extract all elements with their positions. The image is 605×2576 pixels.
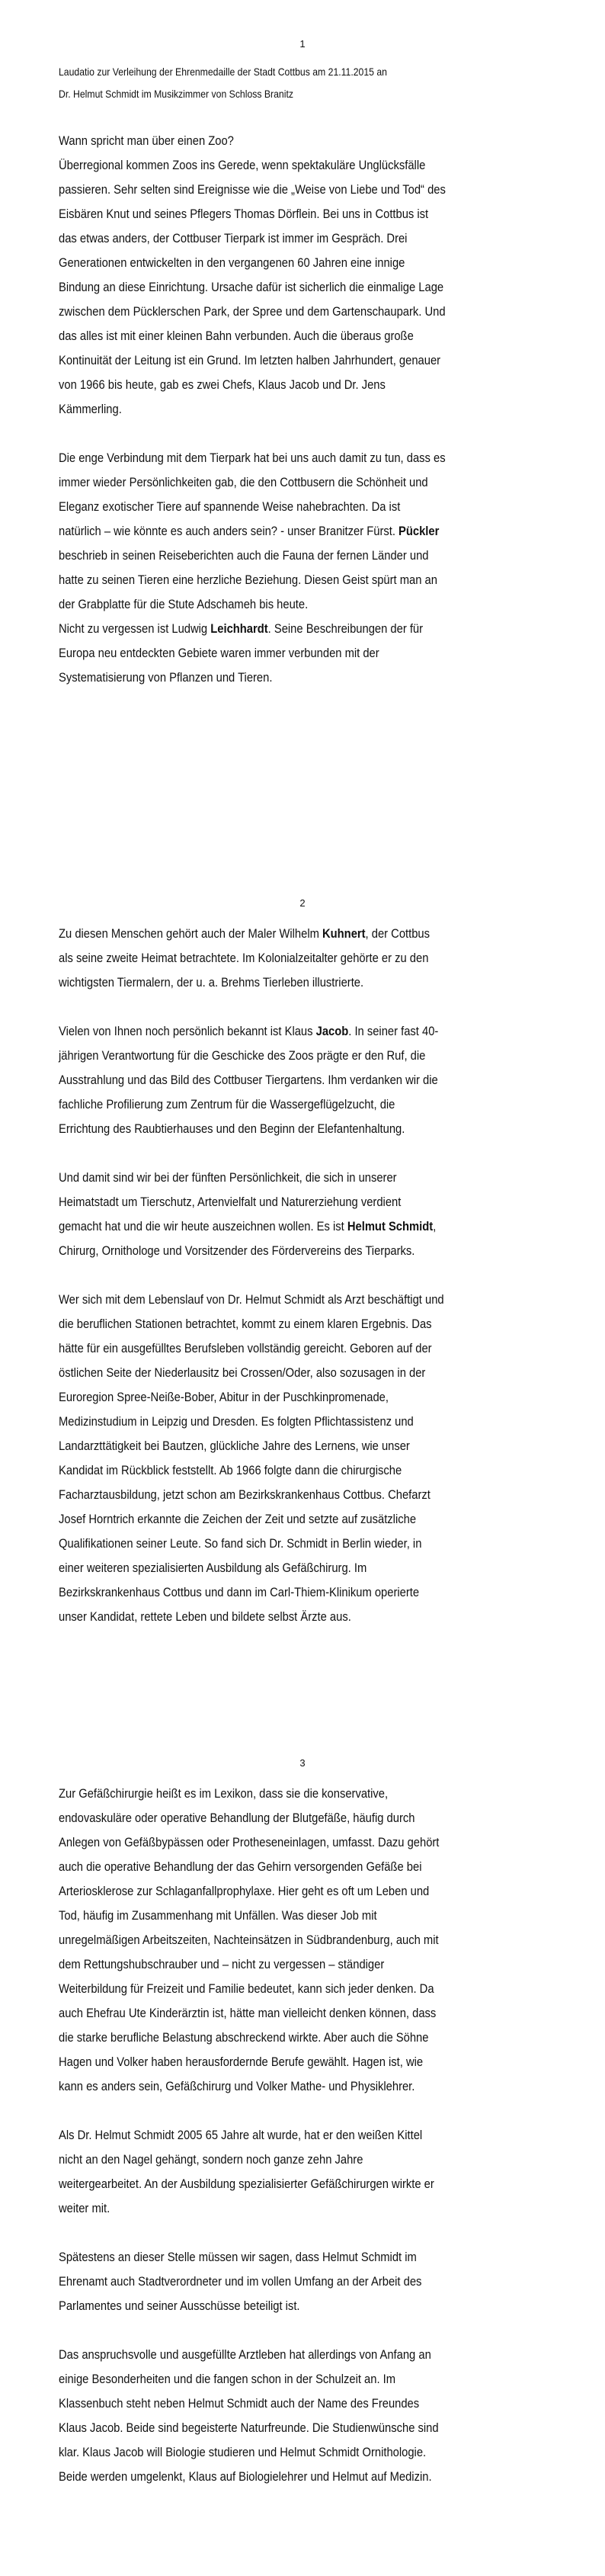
text-line [59,2445,426,2460]
text-line [59,646,379,661]
text-segment: immer wieder Persönlichkeiten gab, die den Cottbusern die Schönheit und [59,476,428,489]
text-line [59,1317,432,1332]
page-number: 3 [299,1757,306,1769]
text-segment: Heimatstadt um Tierschutz, Artenvielfalt und Naturerziehung verdient [59,1195,402,1209]
text-segment: Und damit sind wir bei der fünften Persönlichkeit, die sich in unserer [59,1171,397,1185]
text-segment: Hagen und Volker haben herausfordernde Berufe gewählt. Hagen ist, wie [59,2055,424,2069]
text-line [59,548,428,563]
text-line [59,1908,377,1923]
text-segment: Nicht zu vergessen ist Ludwig [59,622,211,636]
bold-name: Leichhardt [210,622,268,636]
text-segment: , [433,1220,437,1233]
text-line [59,329,414,344]
text-line [59,1439,410,1454]
text-segment: Zu diesen Menschen gehört auch der Maler Wilhelm [59,927,323,941]
text-line [59,2079,415,2094]
text-segment: Kandidat im Rückblick feststellt. Ab 1966 folgte dann die chirurgische [59,1464,402,1477]
text-segment: Euroregion Spree-Neiße-Bober, Abitur in der Puschkinpromenade, [59,1391,389,1404]
text-line [59,1243,415,1259]
text-line [59,280,443,295]
text-line [59,1512,416,1527]
text-line [59,573,437,588]
text-line [59,499,400,515]
text-line [59,1463,402,1478]
text-segment: kann es anders sein, Gefäßchirurg und Volker Mathe- und Physiklehrer. [59,2080,415,2093]
text-line [59,1884,429,1899]
text-line [59,1811,415,1826]
text-segment: die beruflichen Stationen betrachtet, kommt zu einem klaren Ergebnis. Das [59,1317,432,1331]
text-segment: Tod, häufig im Zusammenhang mit Unfällen. Was dieser Job mit [59,1909,377,1923]
text-segment: passieren. Sehr selten sind Ereignisse wie die „Weise von Liebe und Tod“ des [59,183,446,197]
page-number: 2 [299,897,306,909]
text-line [59,2469,432,2485]
text-line [59,207,428,222]
text-line [59,621,423,637]
text-segment: Ausstrahlung und das Bild des Cottbuser Tiergartens. Ihm verdanken wir die [59,1073,438,1087]
text-segment: Zur Gefäßchirurgie heißt es im Lexikon, dass sie die konservative, [59,1787,389,1801]
text-segment: Chirurg, Ornithologe und Vorsitzender des Fördervereins des Tierparks. [59,1244,415,1258]
text-line [59,1609,351,1625]
text-segment: der Grabplatte für die Stute Adschameh bis heute. [59,598,309,611]
text-line [59,451,446,466]
text-line [59,2250,417,2265]
text-segment: Wann spricht man über einen Zoo? [59,134,234,148]
text-segment: endovaskuläre oder operative Behandlung der Blutgefäße, häufig durch [59,1811,415,1825]
text-segment: Überregional kommen Zoos ins Gerede, wenn spektakuläre Unglücksfälle [59,159,426,172]
text-segment: Ehrenamt auch Stadtverordneter und im vollen Umfang an der Arbeit des [59,2275,422,2289]
text-segment: Medizinstudium in Leipzig und Dresden. Es folgten Pflichtassistenz und [59,1415,414,1429]
text-line [59,1414,414,1429]
text-segment: , der Cottbus [365,927,431,941]
text-line [59,1341,432,1356]
document-header-line: Laudatio zur Verleihung der Ehrenmedaille der Stadt Cottbus am 21.11.2015 an [59,66,387,78]
text-segment: die starke berufliche Belastung abschreckend wirkte. Aber auch die Söhne [59,2031,429,2045]
text-line [59,2299,300,2314]
text-segment: nicht an den Nagel gehängt, sondern noch ganze zehn Jahre [59,2153,363,2167]
text-segment: einer weiteren spezialisierten Ausbildung als Gefäßchirurg. Im [59,1561,367,1575]
text-line [59,2030,428,2045]
text-line [59,1561,367,1576]
text-segment: von 1966 bis heute, gab es zwei Chefs, Klaus Jacob und Dr. Jens [59,378,386,392]
text-segment: östlichen Seite der Niederlausitz bei Crossen/Oder, also sozusagen in der [59,1366,426,1380]
text-line [59,1536,421,1551]
text-line [59,1835,439,1850]
text-line [59,2274,421,2289]
text-segment: Als Dr. Helmut Schmidt 2005 65 Jahre alt wurde, hat er den weißen Kittel [59,2128,423,2142]
text-line [59,402,122,417]
text-line [59,926,430,942]
text-segment: das etwas anders, der Cottbuser Tierpark ist immer im Gespräch. Drei [59,232,408,245]
text-segment: Kontinuität der Leitung ist ein Grund. Im letzten halben Jahrhundert, genauer [59,354,441,367]
text-line [59,1786,388,1801]
text-line [59,2128,422,2143]
text-segment: klar. Klaus Jacob will Biologie studieren und Helmut Schmidt Ornithologie. [59,2446,427,2459]
text-line [59,1048,425,1063]
text-segment: Parlamentes und seiner Ausschüsse beteiligt ist. [59,2299,300,2313]
page-number: 1 [299,38,306,50]
text-line [59,158,425,173]
text-line [59,2347,431,2363]
text-segment: auch die operative Behandlung der das Gehirn versorgenden Gefäße bei [59,1860,422,1874]
text-segment: Klassenbuch steht neben Helmut Schmidt auch der Name des Freundes [59,2397,420,2411]
text-segment: . Seine Beschreibungen der für [267,622,424,636]
text-line [59,377,386,393]
text-segment: Wer sich mit dem Lebenslauf von Dr. Helmut Schmidt als Arzt beschäftigt und [59,1293,444,1307]
text-line [59,255,405,271]
text-line [59,2201,110,2216]
text-segment: Landarzttätigkeit bei Bautzen, glückliche Jahre des Lernens, wie unser [59,1439,410,1453]
text-line [59,2396,419,2411]
text-line [59,1933,439,1948]
text-line [59,597,308,612]
text-line [59,1170,397,1185]
text-segment: Eleganz exotischer Tiere auf spannende Weise nahebrachten. Da ist [59,500,401,514]
text-segment: . In seiner fast 40- [348,1025,439,1038]
text-segment: einige Besonderheiten und die fangen schon in der Schulzeit an. Im [59,2372,396,2386]
text-line [59,2420,439,2436]
text-line [59,353,440,368]
text-segment: Errichtung des Raubtierhauses und den Beginn der Elefantenhaltung. [59,1122,405,1136]
text-line [59,2152,363,2167]
text-segment: unser Kandidat, rettete Leben und bildete selbst Ärzte aus. [59,1610,351,1624]
text-segment: auch Ehefrau Ute Kinderärztin ist, hätte man vielleicht denken können, dass [59,2007,437,2020]
text-segment: Die enge Verbindung mit dem Tierpark hat bei uns auch damit zu tun, dass es [59,451,446,465]
text-line [59,2372,395,2387]
text-line [59,231,407,246]
bold-name: Helmut Schmidt [347,1220,434,1233]
text-line [59,1073,438,1088]
text-segment: hätte für ein ausgefülltes Berufsleben vollständig gereicht. Geboren auf der [59,1342,432,1355]
text-segment: Vielen von Ihnen noch persönlich bekannt ist Klaus [59,1025,316,1038]
text-segment: unregelmäßigen Arbeitszeiten, Nachteinsätzen in Südbrandenburg, auch mit [59,1933,439,1947]
text-segment: weiter mit. [59,2202,110,2215]
text-line [59,1390,389,1405]
text-segment: dem Rettungshubschrauber und – nicht zu vergessen – ständiger [59,1958,385,1971]
text-segment: Arteriosklerose zur Schlaganfallprophylaxe. Hier geht es oft um Leben und [59,1885,430,1898]
text-segment: Weiterbildung für Freizeit und Familie bedeutet, kann sich jeder denken. Da [59,1982,434,1996]
text-segment: gemacht hat und die wir heute auszeichnen wollen. Es ist [59,1220,347,1233]
text-segment: Klaus Jacob. Beide sind begeisterte Naturfreunde. Die Studienwünsche sind [59,2421,439,2435]
text-line [59,133,234,149]
bold-name: Pückler [399,525,440,538]
text-line [59,304,446,319]
text-line [59,2055,423,2070]
text-segment: Bindung an diese Einrichtung. Ursache dafür ist sicherlich die einmalige Lage [59,281,444,294]
text-line [59,1097,395,1112]
text-segment: Systematisierung von Pflanzen und Tieren. [59,671,273,685]
text-line [59,1981,434,1997]
text-segment: Beide werden umgelenkt, Klaus auf Biologielehrer und Helmut auf Medizin. [59,2470,432,2484]
text-line [59,524,439,539]
text-line [59,1859,421,1875]
text-segment: fachliche Profilierung zum Zentrum für die Wassergeflügelzucht, die [59,1098,395,1112]
text-line [59,1365,425,1381]
text-line [59,951,428,966]
text-line [59,1487,431,1503]
text-segment: Facharztausbildung, jetzt schon am Bezirkskrankenhaus Cottbus. Chefarzt [59,1488,431,1502]
text-segment: wichtigsten Tiermalern, der u. a. Brehms Tierleben illustrierte. [59,976,364,990]
text-line [59,2177,434,2192]
text-line [59,182,446,197]
text-segment: hatte zu seinen Tieren eine herzliche Beziehung. Diesen Geist spürt man an [59,573,437,587]
text-segment: Josef Horntrich erkannte die Zeichen der Zeit und setzte auf zusätzliche [59,1513,417,1526]
text-segment: Eisbären Knut und seines Pflegers Thomas Dörflein. Bei uns in Cottbus ist [59,207,429,221]
bold-name: Kuhnert [322,927,366,941]
text-segment: Das anspruchsvolle und ausgefüllte Arztleben hat allerdings von Anfang an [59,2348,431,2362]
text-segment: Europa neu entdeckten Gebiete waren immer verbunden mit der [59,646,379,660]
text-segment: Spätestens an dieser Stelle müssen wir sagen, dass Helmut Schmidt im [59,2250,417,2264]
text-segment: jährigen Verantwortung für die Geschicke des Zoos prägte er den Ruf, die [59,1049,426,1063]
text-segment: Qualifikationen seiner Leute. So fand sich Dr. Schmidt in Berlin wieder, in [59,1537,422,1551]
bold-name: Jacob [315,1025,349,1038]
text-line [59,2006,436,2021]
text-line [59,1121,405,1137]
text-segment: weitergearbeitet. An der Ausbildung spezialisierter Gefäßchirurgen wirkte er [59,2177,434,2191]
text-line [59,670,272,685]
text-line [59,975,363,990]
text-segment: das alles ist mit einer kleinen Bahn verbunden. Auch die überaus große [59,329,414,343]
text-segment: Anlegen von Gefäßbypässen oder Protheseneinlagen, umfasst. Dazu gehört [59,1836,440,1849]
text-line [59,1195,401,1210]
text-segment: zwischen dem Pücklerschen Park, der Spree und dem Gartenschaupark. Und [59,305,446,319]
text-segment: natürlich – wie könnte es auch anders sein? - unser Branitzer Fürst. [59,525,399,538]
text-line [59,1219,436,1234]
text-line [59,1024,438,1039]
text-segment: als seine zweite Heimat betrachtete. Im Kolonialzeitalter gehörte er zu den [59,951,429,965]
text-line [59,475,428,490]
text-segment: Kämmerling. [59,403,122,416]
text-line [59,1292,444,1307]
text-segment: Bezirkskrankenhaus Cottbus und dann im Carl-Thiem-Klinikum operierte [59,1586,420,1599]
document-header-line: Dr. Helmut Schmidt im Musikzimmer von Schloss Branitz [59,88,293,100]
text-line [59,1957,384,1972]
text-line [59,1585,419,1600]
text-segment: Generationen entwickelten in den vergangenen 60 Jahren eine innige [59,256,405,270]
text-segment: beschrieb in seinen Reiseberichten auch die Fauna der fernen Länder und [59,549,429,563]
